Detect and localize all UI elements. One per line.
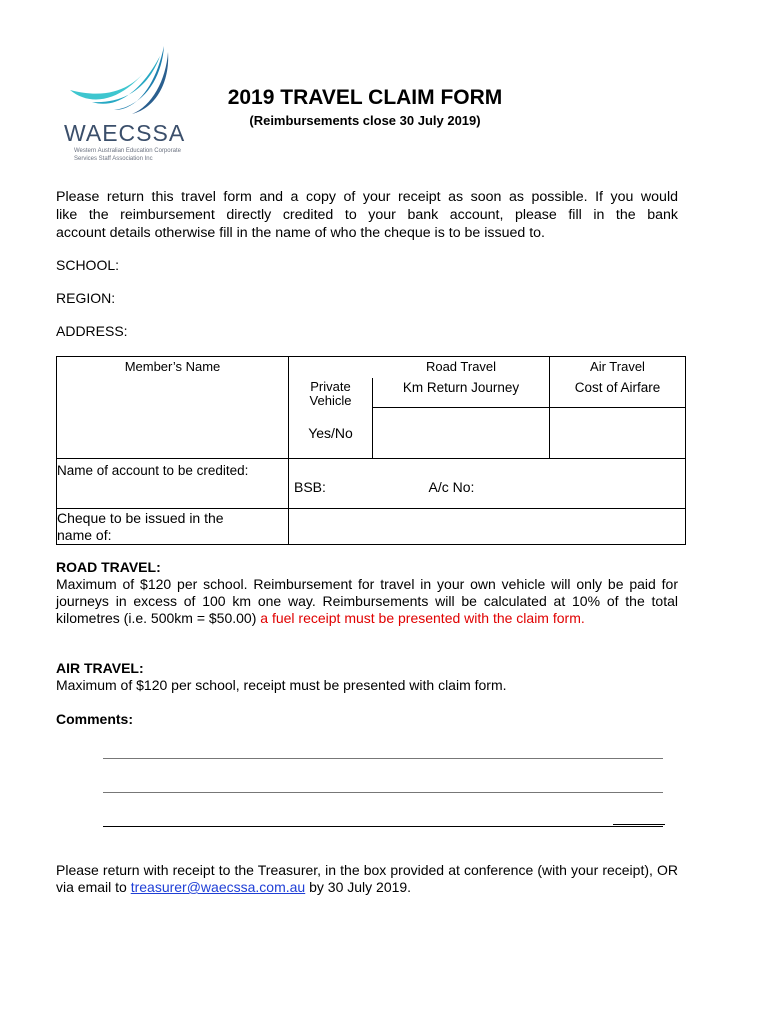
logo-tagline: Western Australian Education Corporate Services Staff Association Inc [74,148,181,162]
intro-line: like the reimbursement directly credited to your bank account, please fill in the bank [56,207,678,223]
comment-line[interactable] [103,826,663,827]
comment-line[interactable] [103,792,663,793]
region-field[interactable]: REGION: [56,290,116,306]
air-travel-heading: AIR TRAVEL: [56,660,144,676]
cost-airfare-label: Cost of Airfare [550,378,686,408]
road-travel-text: Maximum of $120 per school. Reimbursement for travel in your own vehicle will only be paid for journeys in excess of 100 km one way. Reimbursements will be calculated at 10% of the total kilometres (i.e. 500km = $50.00) a fuel receipt must be presented with the claim form. [56,576,678,626]
fuel-receipt-warning: a fuel receipt must be presented with the claim form. [260,610,585,626]
km-return-input[interactable] [373,408,550,459]
form-title: 2019 TRAVEL CLAIM FORM [227,86,503,109]
member-name-header: Member’s Name [124,359,221,374]
road-travel-heading: ROAD TRAVEL: [56,559,161,575]
acno-label: A/c No: [428,479,475,495]
road-travel-header: Road Travel [289,357,550,378]
school-field[interactable]: SCHOOL: [56,257,120,273]
intro-line: Please return this travel form and a copy of your receipt as soon as possible. If you would [56,189,678,205]
bank-details-cell[interactable] [289,459,686,509]
yes-no-cell[interactable]: Yes/No [289,408,373,459]
logo-wordmark: WAECSSA [64,120,186,146]
air-travel-header: Air Travel [550,357,686,378]
claim-table [56,356,686,545]
comment-line[interactable] [103,758,663,759]
road-travel-section [56,559,678,627]
km-return-label: Km Return Journey [373,378,550,408]
cheque-label: Cheque to be issued in the name of: [57,509,289,545]
footer-paragraph: Please return with receipt to the Treasurer, in the box provided at conference (with your receipt), OR via email to treasurer@waecssa.com.au by 30 July 2019. [56,862,678,895]
air-travel-section [56,660,678,694]
member-name-cell[interactable] [57,357,289,459]
comments-heading: Comments: [56,711,134,727]
account-name-label: Name of account to be credited: [57,459,289,509]
treasurer-email-link[interactable]: treasurer@waecssa.com.au [130,879,306,895]
private-vehicle-label: Private Vehicle [289,378,373,408]
air-travel-text: Maximum of $120 per school, receipt must be presented with claim form. [56,677,507,693]
airfare-input[interactable] [550,408,686,459]
intro-paragraph [56,188,678,242]
comment-line-end [613,824,665,825]
cheque-name-input[interactable] [289,509,686,545]
address-field[interactable]: ADDRESS: [56,323,128,339]
bsb-label: BSB: [294,479,326,495]
wing-logo-icon [62,44,180,124]
intro-line: account details otherwise fill in the name of who the cheque is to be issued to. [56,225,545,241]
form-subtitle: (Reimbursements close 30 July 2019) [249,113,481,128]
